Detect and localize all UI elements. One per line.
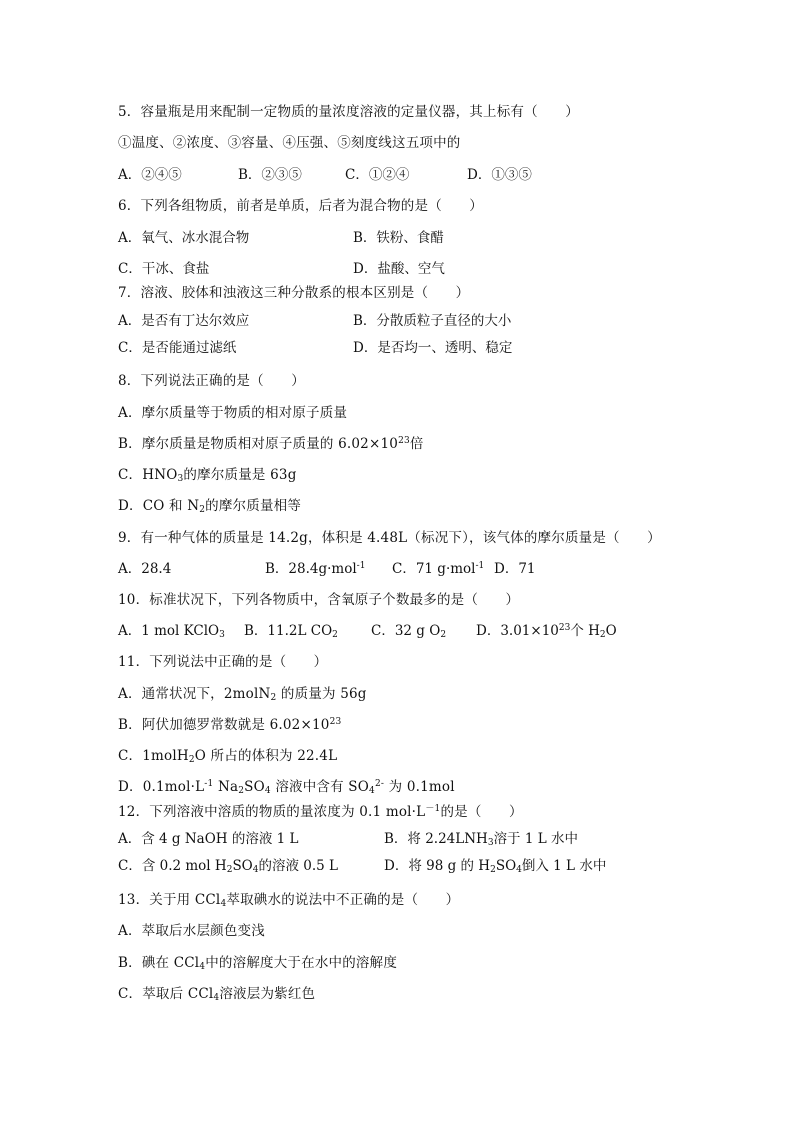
q5-option-a: A．②④⑤ [118, 167, 182, 183]
q8-option-a: A．摩尔质量等于物质的相对原子质量 [118, 405, 348, 421]
q12-option-d: D．将 98 g 的 $H_2SO_4$倒入 1 L 水中 [384, 858, 607, 875]
q10-option-a: A．1 mol KClO$_3$ [118, 623, 225, 640]
q10-option-b: B．11.2L $CO_2$ [244, 623, 338, 640]
q9-option-c: C．71 g·mol$^{-1}$ [392, 561, 485, 577]
q9-option-d: D．71 [494, 561, 536, 577]
q13-option-c: C．萃取后 CCl$_4$溶液层为紫红色 [118, 986, 316, 1003]
q13-option-b: B．碘在 CCl$_4$中的溶解度大于在水中的溶解度 [118, 955, 398, 972]
q7-option-d: D．是否均一、透明、稳定 [353, 340, 513, 356]
q10-option-d: D．$3.01\times 10^{23}$个 $H_2O$ [476, 623, 617, 640]
q7-option-c: C．是否能通过滤纸 [118, 340, 237, 356]
q9-option-b: B．28.4g·mol$^{-1}$ [265, 561, 366, 577]
q11-option-c: C．1molH$_2$O 所占的体积为 22.4L [118, 748, 338, 765]
q5-option-c: C．①②④ [345, 167, 410, 183]
q10-option-c: C．32 g $O_2$ [371, 623, 447, 640]
q12-option-a: A．含 4 g NaOH 的溶液 1 L [118, 831, 299, 847]
q7-stem: 7．溶液、胶体和浊液这三种分散系的根本区别是（ ） [118, 285, 470, 301]
q5-option-b: B．②③⑤ [238, 167, 302, 183]
q12-option-c: C．含 0.2 mol $H_2SO_4$的溶液 0.5 L [118, 858, 339, 875]
q8-stem: 8．下列说法正确的是（ ） [118, 373, 305, 389]
q8-option-b: B．摩尔质量是物质相对原子质量的 $6.02\times 10^{23}$倍 [118, 436, 424, 452]
q5-note: ①温度、②浓度、③容量、④压强、⑤刻度线这五项中的 [118, 135, 461, 151]
q6-option-c: C．干冰、食盐 [118, 261, 210, 277]
q13-option-a: A．萃取后水层颜色变浅 [118, 923, 265, 939]
q11-option-b: B．阿伏加德罗常数就是 $6.02\times 10^{23}$ [118, 717, 342, 733]
q5-option-d: D．①③⑤ [467, 167, 532, 183]
q6-option-d: D．盐酸、空气 [353, 261, 445, 277]
q8-option-d: D．CO 和 $N_2$的摩尔质量相等 [118, 498, 302, 515]
q12-option-b: B．将 $2.24LNH_3$溶于 1 L 水中 [384, 831, 578, 848]
q6-stem: 6．下列各组物质，前者是单质，后者为混合物的是（ ） [118, 198, 483, 214]
q7-option-a: A．是否有丁达尔效应 [118, 313, 250, 329]
q8-option-c: C．$HNO_3$的摩尔质量是 63g [118, 467, 297, 484]
q10-stem: 10．标准状况下，下列各物质中，含氧原子个数最多的是（ ） [118, 592, 520, 608]
q5-stem: 5．容量瓶是用来配制一定物质的量浓度溶液的定量仪器，其上标有（ ） [118, 104, 579, 120]
q11-option-a: A．通常状况下，2molN$_2$ 的质量为 56g [118, 686, 367, 703]
q11-option-d: D．$0.1mol\cdot L^{-1}$ $Na_2SO_4$ 溶液中含有 $SO_4^{2-}$ 为 0.1mol [118, 779, 455, 796]
q11-stem: 11．下列说法中正确的是（ ） [118, 654, 328, 670]
q12-stem: 12．下列溶液中溶质的物质的量浓度为 0.1 $mol\cdot L^{-1}$的是（ ） [118, 804, 523, 820]
q9-stem: 9．有一种气体的质量是 14.2g，体积是 4.48L（标况下），该气体的摩尔质量是（ ） [118, 530, 661, 546]
q7-option-b: B．分散质粒子直径的大小 [353, 313, 512, 329]
q9-option-a: A．28.4 [118, 561, 172, 577]
q6-option-a: A．氧气、冰水混合物 [118, 230, 250, 246]
q13-stem: 13．关于用 CCl$_4$萃取碘水的说法中不正确的是（ ） [118, 892, 460, 909]
q6-option-b: B．铁粉、食醋 [353, 230, 444, 246]
